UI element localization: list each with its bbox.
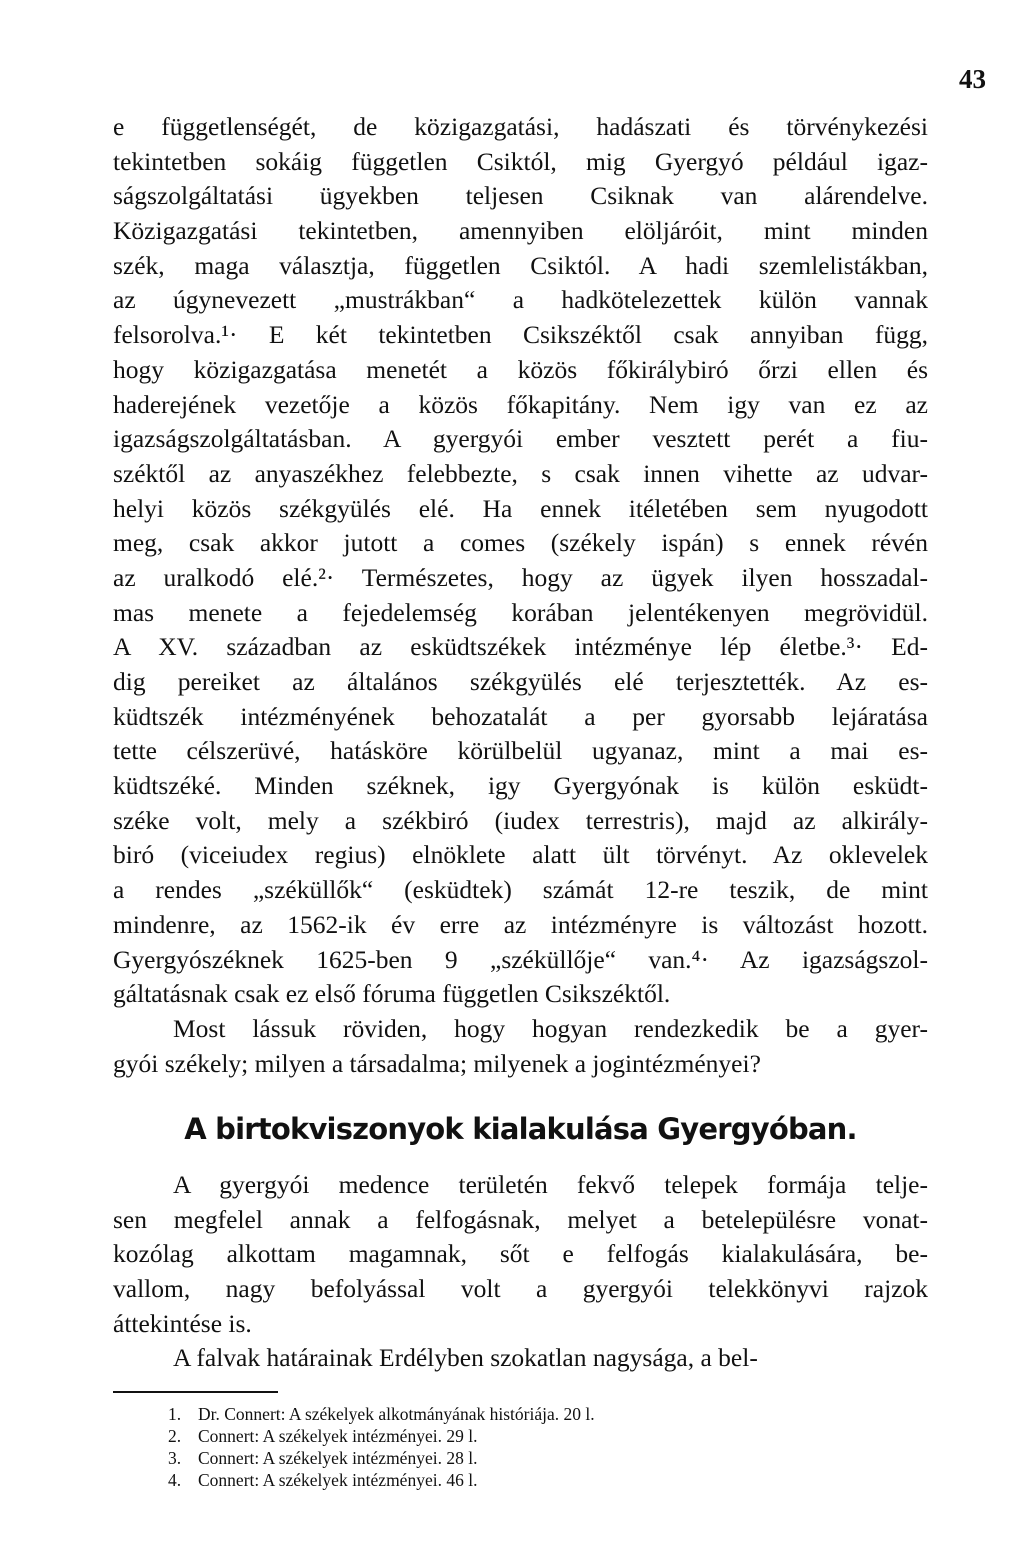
text-line: igazságszolgáltatásban. A gyergyói ember vesztett perét a fiu- bbox=[113, 424, 928, 454]
text-line: áttekintése is. bbox=[113, 1308, 252, 1338]
text-line: ságszolgáltatási ügyekben teljesen Csiknak van alárendelve. bbox=[113, 181, 928, 211]
text-line: széktől az anyaszékhez felebbezte, s csak innen vihette az udvar- bbox=[113, 458, 928, 488]
text-line: Gyergyószéknek 1625-ben 9 „széküllője“ van.⁴· Az igazságszol- bbox=[113, 944, 928, 974]
text-line: dig pereiket az általános székgyülés elé terjesztették. Az es- bbox=[113, 667, 928, 696]
text-line: sen megfelel annak a felfogásnak, melyet a betelepülésre vonat- bbox=[113, 1204, 928, 1234]
text-line: e függetlenségét, de közigazgatási, hadászati és törvénykezési bbox=[113, 112, 928, 141]
footnote-item bbox=[168, 1403, 808, 1425]
text-line: felsorolva.¹· E két tekintetben Csikszéktől csak annyiban függ, bbox=[113, 320, 928, 350]
text-line: meg, csak akkor jutott a comes (székely ispán) s ennek révén bbox=[113, 528, 928, 558]
section-heading: A birtokviszonyok kialakulása Gyergyóban. bbox=[184, 1112, 857, 1146]
text-line: széke volt, mely a székbiró (iudex terrestris), majd az alkirály- bbox=[113, 805, 928, 835]
text-line: tekintetben sokáig független Csiktól, mig Gyergyó például igaz- bbox=[113, 146, 928, 176]
text-line: mas menete a fejedelemség korában jelentékenyen megrövidül. bbox=[113, 597, 928, 627]
footnotes bbox=[168, 1403, 808, 1491]
text-line: biró (viceiudex regius) elnöklete alatt ült törvényt. Az oklevelek bbox=[113, 840, 928, 870]
page-number: 43 bbox=[959, 64, 986, 94]
text-line: küdtszék intézményének behozatalát a per gyorsabb lejáratása bbox=[113, 701, 928, 731]
footnote-item bbox=[168, 1447, 808, 1469]
text-line: Közigazgatási tekintetben, amennyiben elöljáróit, mint minden bbox=[113, 216, 928, 246]
body-paragraph-2 bbox=[113, 1168, 928, 1376]
text-line: helyi közös székgyülés elé. Ha ennek itéletében sem nyugodott bbox=[113, 493, 928, 523]
text-line: gyói székely; milyen a társadalma; milyenek a jogintézményei? bbox=[113, 1048, 761, 1078]
footnote-item bbox=[168, 1469, 808, 1491]
text-line: A falvak határainak Erdélyben szokatlan nagysága, a bel- bbox=[173, 1343, 758, 1373]
footnote-text: Dr. Connert: A székelyek alkotmányának históriája. 20 l. bbox=[198, 1404, 595, 1424]
text-line: tette célszerüvé, hatásköre körülbelül ugyanaz, mint a mai es- bbox=[113, 736, 928, 766]
text-line: a rendes „széküllők“ (esküdtek) számát 12-re teszik, de mint bbox=[113, 875, 928, 905]
text-line: A gyergyói medence területén fekvő telepek formája telje- bbox=[173, 1170, 928, 1199]
footnote-number: 4. bbox=[168, 1470, 182, 1490]
text-line: az uralkodó elé.²· Természetes, hogy az ügyek ilyen hosszadal- bbox=[113, 562, 928, 592]
footnote-text: Connert: A székelyek intézményei. 28 l. bbox=[198, 1448, 478, 1468]
text-line: vallom, nagy befolyással volt a gyergyói telekkönyvi rajzok bbox=[113, 1274, 928, 1304]
footnote-number: 2. bbox=[168, 1426, 182, 1446]
text-line: hogy közigazgatása menetét a közös főkirálybiró őrzi ellen és bbox=[113, 354, 928, 384]
body-paragraph-1 bbox=[113, 110, 928, 1081]
text-line: küdtszéké. Minden széknek, igy Gyergyónak is külön esküdt- bbox=[113, 771, 928, 801]
text-line: szék, maga választja, független Csiktól. A hadi szemlelistákban, bbox=[113, 250, 928, 280]
text-line: A XV. században az esküdtszékek intézménye lép életbe.³· Ed- bbox=[113, 632, 928, 662]
text-line: mindenre, az 1562-ik év erre az intézményre is változást hozott. bbox=[113, 909, 928, 939]
footnote-number: 1. bbox=[168, 1404, 182, 1424]
text-line: gáltatásnak csak ez első fóruma független Csikszéktől. bbox=[113, 979, 671, 1009]
footnote-number: 3. bbox=[168, 1448, 182, 1468]
footnote-divider bbox=[113, 1391, 278, 1393]
footnote-text: Connert: A székelyek intézményei. 46 l. bbox=[198, 1470, 478, 1490]
text-line: Most lássuk röviden, hogy hogyan rendezkedik be a gyer- bbox=[173, 1013, 928, 1043]
text-line: az úgynevezett „mustrákban“ a hadkötelezettek külön vannak bbox=[113, 285, 928, 315]
text-line: kozólag alkottam magamnak, sőt e felfogás kialakulására, be- bbox=[113, 1239, 928, 1269]
footnote-item bbox=[168, 1425, 808, 1447]
text-line: haderejének vezetője a közös főkapitány. Nem igy van ez az bbox=[113, 389, 928, 419]
footnote-text: Connert: A székelyek intézményei. 29 l. bbox=[198, 1426, 478, 1446]
